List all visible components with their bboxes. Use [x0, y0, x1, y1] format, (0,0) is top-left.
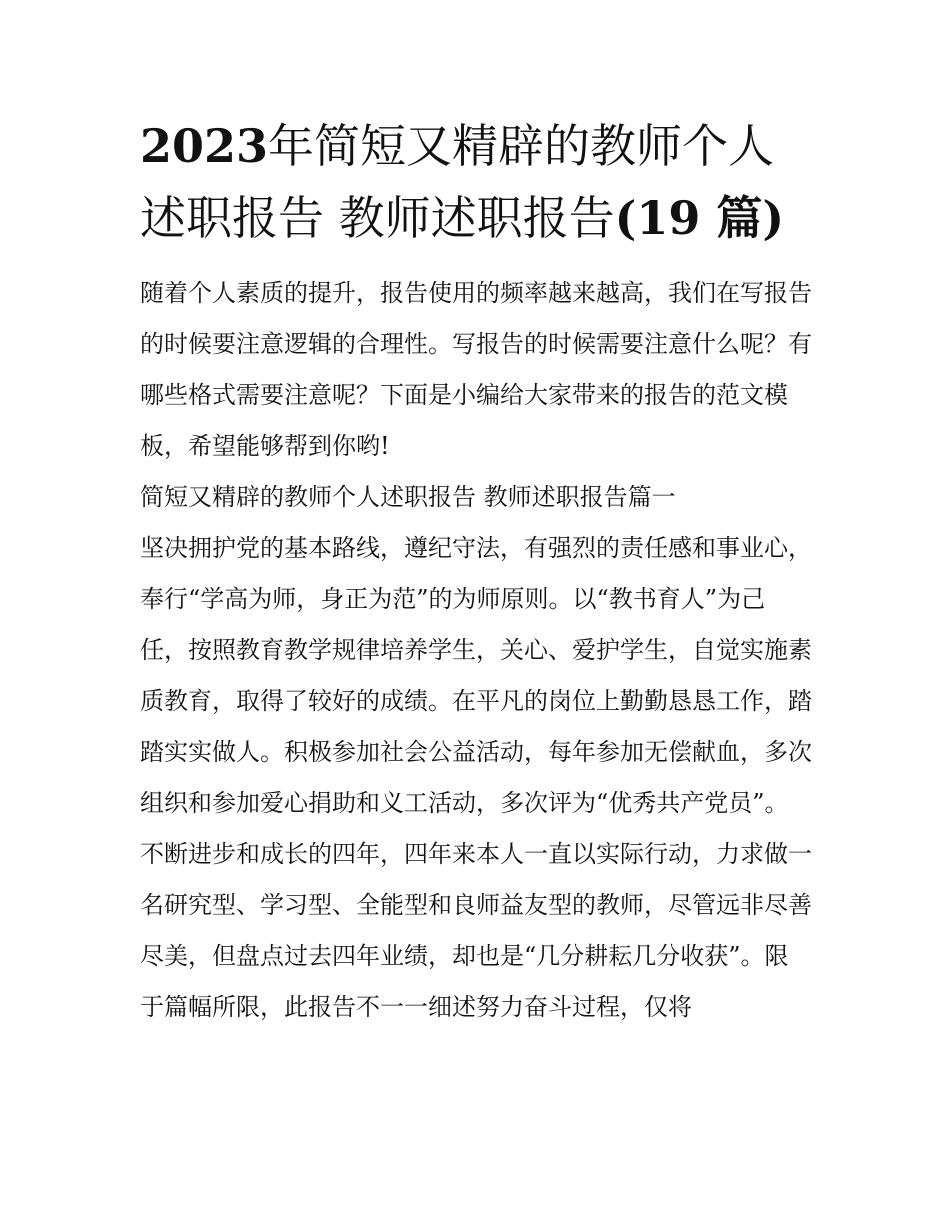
title-main: 年简短又精辟的教师个人述职报告 教师述职报告 — [140, 119, 775, 245]
title-count-open: ( — [614, 191, 637, 245]
title-spacer — [140, 254, 812, 268]
body-paragraph-1: 坚决拥护党的基本路线，遵纪守法，有强烈的责任感和事业心，奉行“学高为师，身正为范”的为师原则。以“教书育人”为己任，按照教育教学规律培养学生，关心、爱护学生，自觉实施素质教育，取得了较好的成绩。在平凡的岗位上勤勤恳恳工作，踏踏实实做人。积极参加社会公益活动，每年参加无偿献血，多次组织和参加爱心捐助和义工活动，多次评为“优秀共产党员”。 — [140, 534, 812, 817]
document-body — [140, 110, 812, 1033]
body-paragraph-2: 不断进步和成长的四年，四年来本人一直以实际行动，力求做一名研究型、学习型、全能型和良师益友型的教师，尽管远非尽善尽美，但盘点过去四年业绩，却也是“几分耕耘几分收获”。限于篇幅所限，此报告不一一细述努力奋斗过程，仅将 — [140, 840, 812, 1021]
document-title — [140, 110, 812, 254]
title-year: 2023 — [140, 119, 269, 173]
title-count-number: 19 — [636, 191, 701, 245]
intro-paragraph: 随着个人素质的提升，报告使用的频率越来越高，我们在写报告的时候要注意逻辑的合理性。写报告的时候需要注意什么呢？有哪些格式需要注意呢？下面是小编给大家带来的报告的范文模板，希望能够帮到你哟! — [140, 279, 812, 460]
section-heading: 简短又精辟的教师个人述职报告 教师述职报告篇一 — [140, 483, 676, 511]
title-count-close: 篇) — [700, 191, 785, 245]
